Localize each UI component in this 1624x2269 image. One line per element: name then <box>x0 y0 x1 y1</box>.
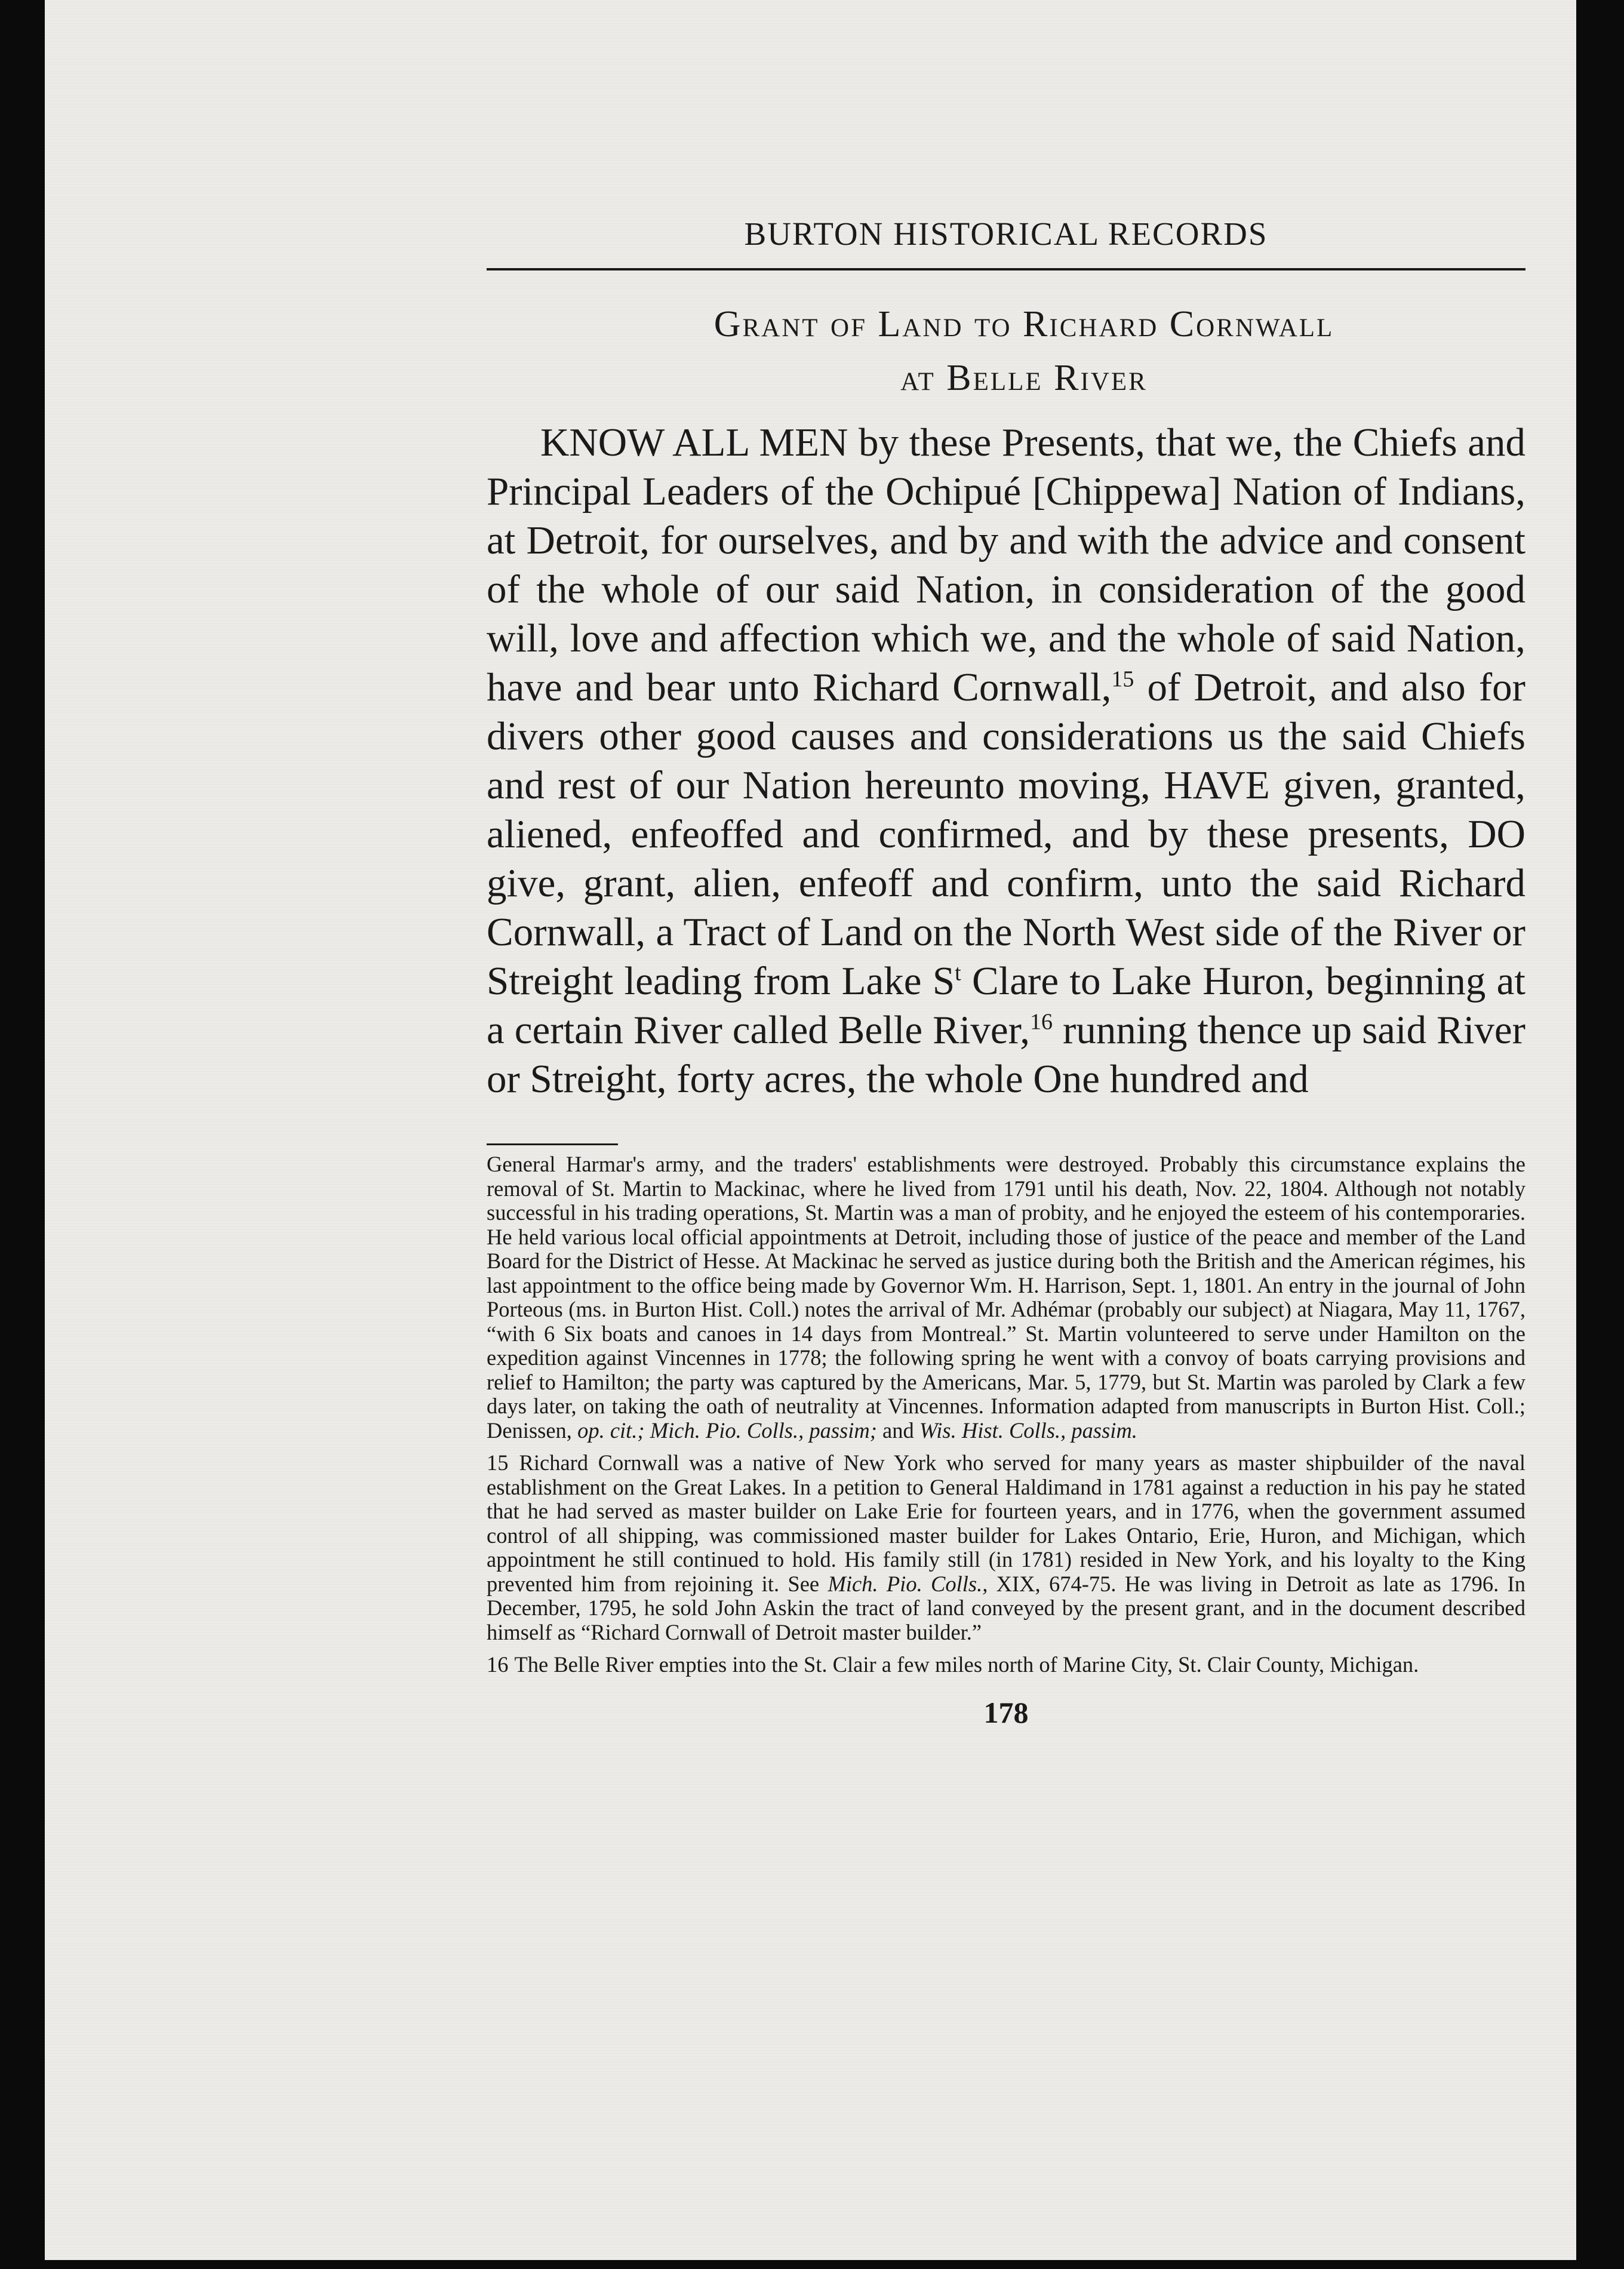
footnote-continued-citation-1: op. cit.; Mich. Pio. Colls., passim; <box>577 1418 877 1443</box>
saint-superscript: t <box>955 960 961 986</box>
title-line-2: at Belle River <box>900 358 1148 398</box>
footnote-continued <box>487 1152 1525 1443</box>
footnote-15-text-end: XIX, 674-75. He was living in Detroit as late as 1796. In December, 1795, he sold John Askin the tract of land conveyed by the present grant, and in the document described himself as “Richard Cornwall of Detroit master builder.” <box>487 1571 1526 1644</box>
title-line-1: Grant of Land to Richard Cornwall <box>713 304 1334 345</box>
grant-text-part-3: Clare to Lake Huron, beginning at a certain River called Belle River, <box>487 959 1526 1052</box>
grant-text <box>487 418 1525 1103</box>
grant-text-part-2: of Detroit, and also for divers other good causes and considerations us the said Chiefs and rest of our Nation hereunto moving, HAVE given, granted, aliened, enfeoffed and confirmed, and by these presents, DO give, grant, alien, enfeoff and confirm, unto the said Richard Cornwall, a Tract of Land on the North West side of the River or Streight leading from Lake S <box>487 665 1525 1003</box>
page-number: 178 <box>983 1695 1029 1729</box>
page-content <box>487 215 1525 1730</box>
footnote-ref-15: 15 <box>1111 666 1134 692</box>
header-rule <box>487 268 1525 270</box>
footnote-16 <box>487 1653 1525 1677</box>
footnote-rule <box>487 1143 618 1145</box>
footnote-continued-citation-2: Wis. Hist. Colls., passim. <box>919 1418 1137 1443</box>
page-paper <box>45 0 1576 2260</box>
footnote-15 <box>487 1451 1525 1644</box>
footnote-16-text: The Belle River empties into the St. Clair a few miles north of Marine City, St. Clair County, Michigan. <box>509 1652 1419 1677</box>
grant-text-part-1: KNOW ALL MEN by these Presents, that we, the Chiefs and Principal Leaders of the Ochipué [Chippewa] Nation of Indians, at Detroit, for ourselves, and by and with the advice and consent of the whole of our said Nation, in consideration of the good will, love and affection which we, and the whole of said Nation, have and bear unto Richard Cornwall, <box>487 420 1525 709</box>
footnote-15-citation: Mich. Pio. Colls., <box>828 1571 988 1596</box>
running-header: BURTON HISTORICAL RECORDS <box>744 216 1268 252</box>
document-title <box>487 297 1525 405</box>
footnote-continued-text: General Harmar's army, and the traders' establishments were destroyed. Probably this circumstance explains the removal of St. Martin to Mackinac, where he lived from 1791 until his death, Nov. 22, 1804. Although not notably successful in his trading operations, St. Martin was a man of probity, and he enjoyed the esteem of his contemporaries. He held various local official appointments at Detroit, including those of justice of the peace and member of the Land Board for the District of Hesse. At Mackinac he served as justice during both the British and the American régimes, his last appointment to the office being made by Governor Wm. H. Harrison, Sept. 1, 1801. An entry in the journal of John Porteous (ms. in Burton Hist. Coll.) notes the arrival of Mr. Adhémar (probably our subject) at Niagara, May 11, 1767, “with 6 Six boats and canoes in 14 days from Montreal.” St. Martin volunteered to serve under Hamilton on the expedition against Vincennes in 1778; the following spring he went with a convoy of boats carrying provisions and relief to Hamilton; the party was captured by the Americans, Mar. 5, 1779, but St. Martin was paroled by Clark a few days later, on taking the oath of neutrality at Vincennes. Information adapted from manuscripts in Burton Hist. Coll.; Denissen, <box>487 1152 1525 1443</box>
footnote-15-number: 15 <box>487 1450 509 1475</box>
footnote-16-number: 16 <box>487 1652 509 1677</box>
footnote-ref-16: 16 <box>1030 1009 1053 1035</box>
footnote-continued-and: and <box>876 1418 919 1443</box>
footnote-15-text: Richard Cornwall was a native of New York who served for many years as master shipbuilder of the naval establishment on the Great Lakes. In a petition to General Haldimand in 1781 against a reduction in his pay he stated that he had served as master builder on Lake Erie for fourteen years, and in 1776, when the government assumed control of all shipping, was commissioned master builder for Lakes Ontario, Erie, Huron, and Michigan, which appointment he still continued to hold. His family still (in 1781) resided in New York, and his loyalty to the King prevented him from rejoining it. See <box>487 1450 1525 1596</box>
grant-text-part-4: running thence up said River or Streight, forty acres, the whole One hundred and <box>487 1008 1525 1101</box>
